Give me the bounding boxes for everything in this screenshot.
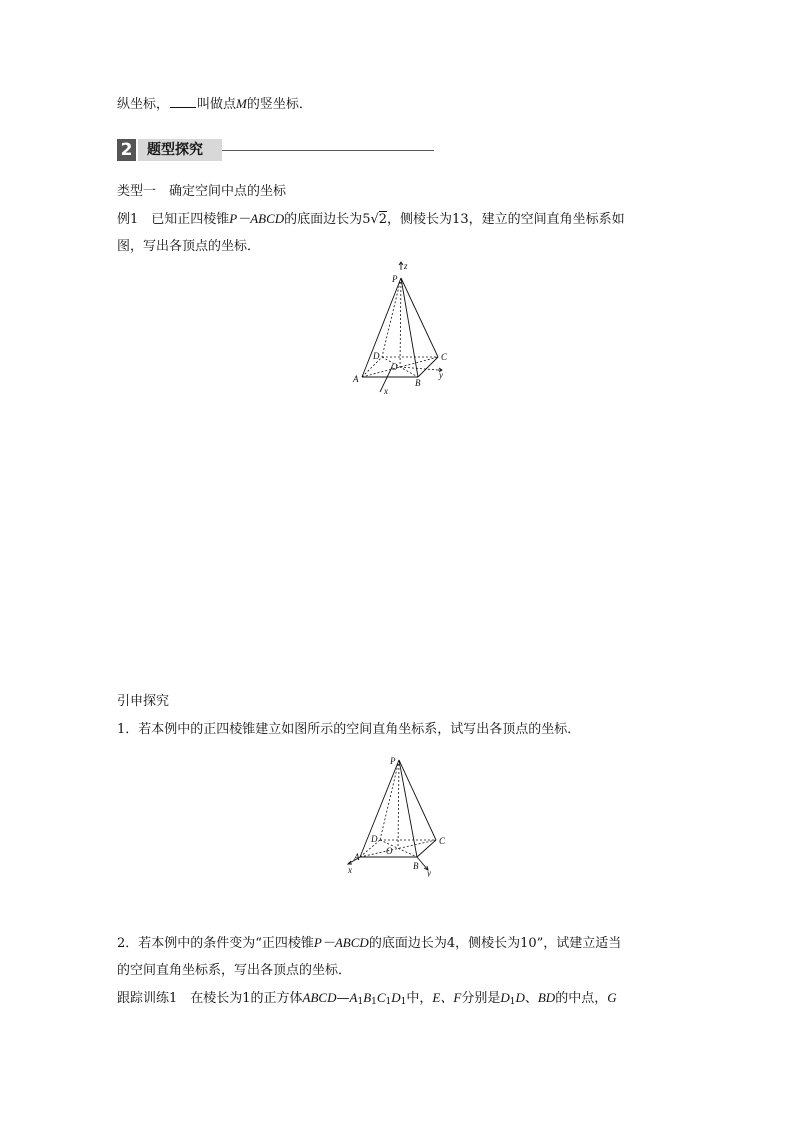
label-y: y xyxy=(427,868,431,877)
example1-line2: 图，写出各顶点的坐标． xyxy=(117,239,261,254)
example1-edge-root: 2 xyxy=(378,212,388,227)
height-po-hidden xyxy=(400,278,401,367)
label-a: A xyxy=(353,374,359,384)
points-ef: E、F xyxy=(432,990,462,1005)
seg-d1d-a: D xyxy=(500,990,510,1005)
cube-abcd: ABCD xyxy=(302,990,337,1005)
edge-pb xyxy=(399,760,417,857)
label-d: D xyxy=(371,834,378,844)
intro-text-2: 叫做点 xyxy=(197,97,237,112)
extension-q2-line1 xyxy=(117,934,621,953)
label-o: O xyxy=(386,846,393,856)
height-po-hidden xyxy=(398,760,399,848)
extension-q2-line2: 的空间直角坐标系，写出各顶点的坐标． xyxy=(117,963,352,978)
answer-blank xyxy=(170,95,196,108)
var-m: M xyxy=(236,96,247,111)
example1-pyramid: P－ABCD xyxy=(229,211,285,226)
edge-pd-hidden xyxy=(382,278,401,357)
type1-title: 类型一 确定空间中点的坐标 xyxy=(117,184,287,199)
sub-1c: 1 xyxy=(385,997,392,1007)
edge-pc xyxy=(399,760,436,840)
label-x: x xyxy=(384,386,388,396)
example1-text-b: ，侧棱长为13，建立的空间直角坐标系如 xyxy=(387,212,625,227)
seg-bd: BD xyxy=(537,990,556,1005)
label-c: C xyxy=(439,836,446,846)
training1-text-d: 的中点， xyxy=(555,991,608,1006)
label-b: B xyxy=(415,378,421,388)
edge-pc xyxy=(401,278,438,357)
example1-line1 xyxy=(117,210,625,229)
sqrt-sign: √ xyxy=(370,212,379,227)
label-y: y xyxy=(439,370,443,380)
label-p: P xyxy=(390,756,396,766)
q2-pyramid: P－ABCD xyxy=(313,935,369,950)
extension-title: 引申探究 xyxy=(117,694,170,709)
sub-1d: 1 xyxy=(400,997,407,1007)
label-o: O xyxy=(391,362,398,372)
pyramid-figure-2 xyxy=(340,752,455,877)
training1-text-c: 分别是 xyxy=(461,991,501,1006)
sub-1b: 1 xyxy=(371,997,377,1007)
q2-text-a: 2．若本例中的条件变为“正四棱锥 xyxy=(117,936,314,951)
seg-d1d-b: D xyxy=(515,990,525,1005)
vertex-a1: A xyxy=(349,990,358,1005)
edge-pa xyxy=(360,760,399,857)
section-title: 题型探究 xyxy=(147,142,203,158)
label-p: P xyxy=(392,274,398,284)
intro-text-1: 纵坐标， xyxy=(117,97,170,112)
vertex-b1: B xyxy=(363,990,372,1005)
label-z: z xyxy=(404,261,408,271)
section-header xyxy=(117,139,437,161)
y-axis-hidden xyxy=(400,367,438,370)
training1-text-b: 中， xyxy=(406,991,433,1006)
point-g: G xyxy=(607,990,617,1005)
example1-edge-coef: 5 xyxy=(362,212,371,227)
intro-text-3: 的竖坐标． xyxy=(246,97,312,112)
label-c: C xyxy=(441,352,448,362)
section-number: 2 xyxy=(117,139,136,161)
edge-pb xyxy=(401,278,418,377)
vertex-c1: C xyxy=(376,990,386,1005)
extension-q1: 1．若本例中的正四棱锥建立如图所示的空间直角坐标系，试写出各顶点的坐标． xyxy=(117,722,581,737)
example1-text-a: 的底面边长为 xyxy=(284,212,363,227)
base-bc xyxy=(417,840,436,857)
training1-label: 跟踪训练1 在棱长为1的正方体 xyxy=(117,991,303,1006)
intro-line xyxy=(117,95,312,114)
example1-label: 例1 已知正四棱锥 xyxy=(117,212,230,227)
sub-1a: 1 xyxy=(357,997,364,1007)
label-x: x xyxy=(348,865,352,875)
label-b: B xyxy=(413,861,419,871)
cube-dash: — xyxy=(336,991,350,1006)
sub-1e: 1 xyxy=(509,997,516,1007)
training1-line xyxy=(117,989,617,1011)
vertex-d1: D xyxy=(391,990,401,1005)
label-a: A xyxy=(354,852,360,862)
pyramid-figure-1 xyxy=(344,260,454,400)
label-d: D xyxy=(373,351,380,361)
q2-text-b: 的底面边长为4，侧棱长为10”，试建立适当 xyxy=(368,936,622,951)
section-rule xyxy=(222,150,434,151)
training1-sep: 、 xyxy=(524,991,538,1006)
